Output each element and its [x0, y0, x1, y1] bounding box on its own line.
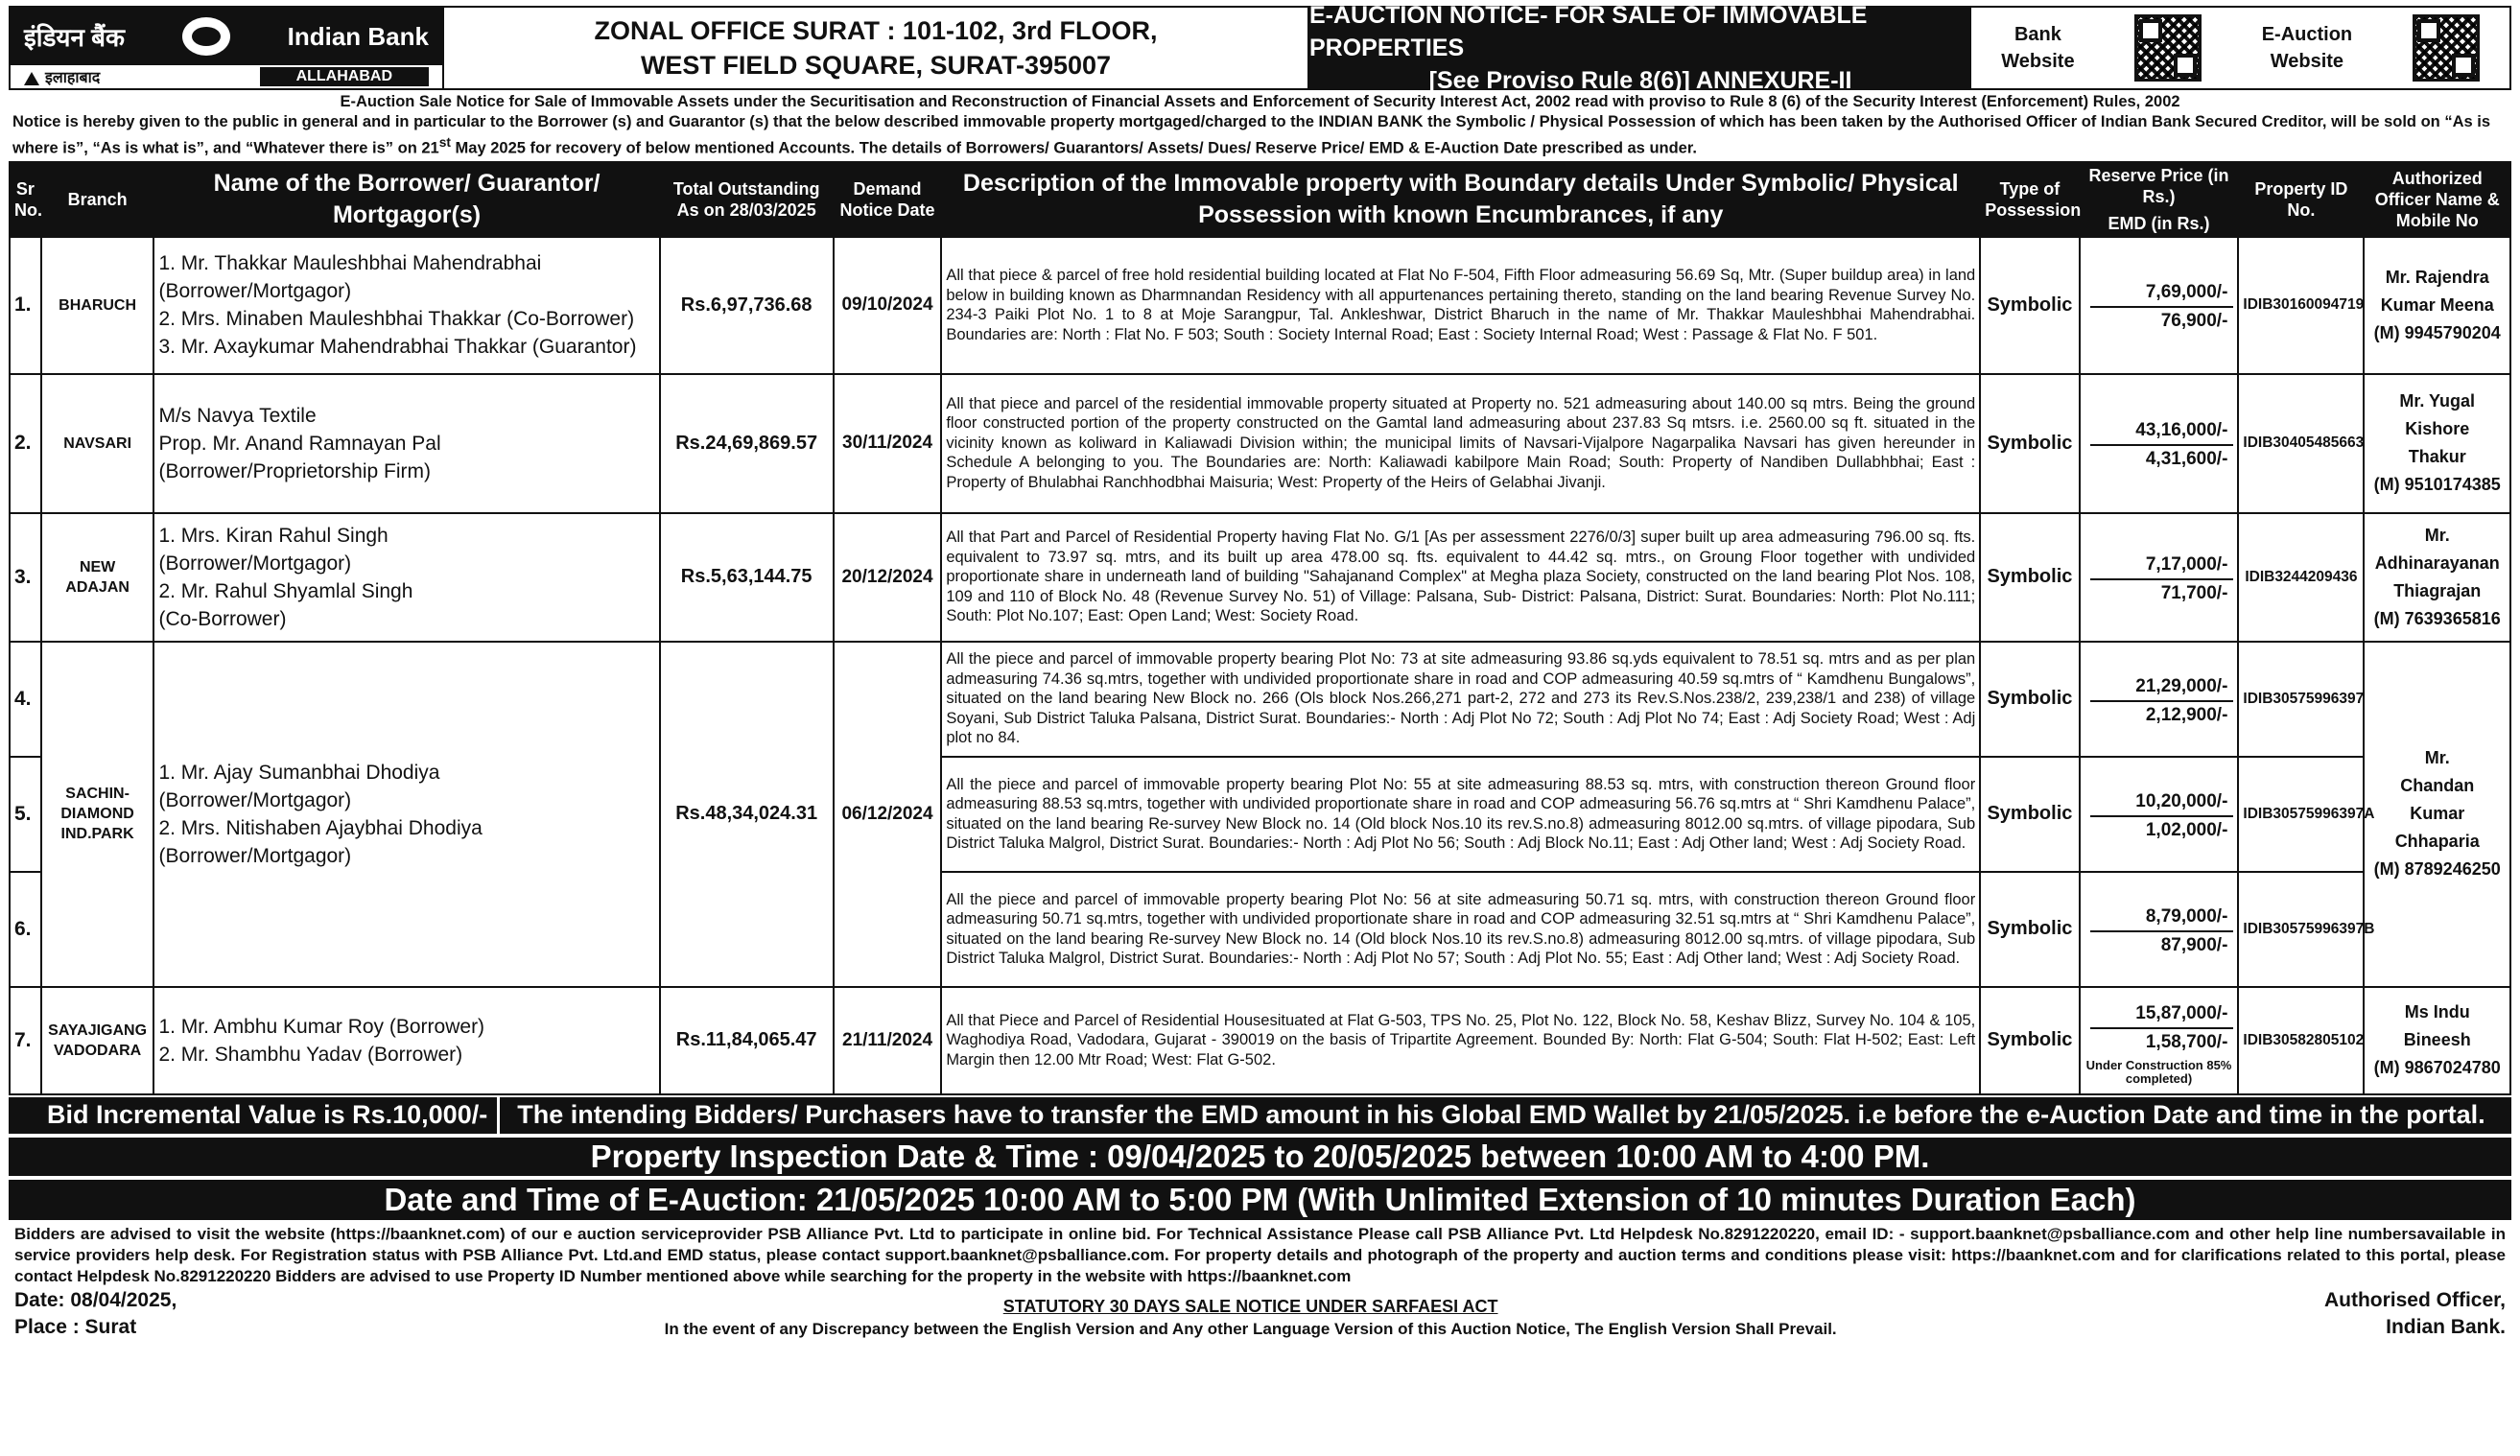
row-property-id: IDIB30575996397B [2238, 872, 2364, 987]
bank-name-hindi: इंडियन बैंक [24, 23, 125, 52]
row-demand-date: 30/11/2024 [834, 374, 942, 513]
reserve-price: 43,16,000/- [2090, 411, 2234, 446]
row-possession-type: Symbolic [1980, 872, 2079, 987]
row-sr-number: 5. [10, 757, 41, 872]
row-demand-date: 21/11/2024 [834, 987, 942, 1094]
row-demand-date: 09/10/2024 [834, 237, 942, 374]
row-possession-type: Symbolic [1980, 374, 2079, 513]
reserve-price: 15,87,000/- [2090, 994, 2234, 1029]
auction-notice-page [9, 2, 2511, 1444]
row-price [2080, 872, 2239, 987]
property-table [9, 161, 2511, 1095]
table-row [10, 987, 2510, 1094]
row-sr-number: 7. [10, 987, 41, 1094]
bank-website-qr-icon [2134, 14, 2202, 82]
col-borrower: Name of the Borrower/ Guarantor/ Mortgagor(s) [153, 162, 659, 237]
row-outstanding: Rs.6,97,736.68 [660, 237, 834, 374]
row-officer: Ms Indu Bineesh (M) 9867024780 [2364, 987, 2510, 1094]
eauction-website-label: E-Auction Website [2261, 24, 2353, 72]
bank-website-label: Bank Website [2001, 24, 2075, 72]
row-officer: Mr. Chandan Kumar Chhaparia (M) 8789246250 [2364, 642, 2510, 987]
emd-amount: 2,12,900/- [2145, 704, 2228, 725]
row-possession-type: Symbolic [1980, 987, 2079, 1094]
col-branch: Branch [41, 162, 154, 237]
row-officer: Mr. Rajendra Kumar Meena (M) 9945790204 [2364, 237, 2510, 374]
row-property-description: All the piece and parcel of immovable property bearing Plot No: 73 at site admeasuring 93.86 sq.yds equivalent to 78.51 sq. mtrs and as per plan admeasuring 74.36 sq.mtrs, together with undivided proportionate share in road and COP admeasuring 40.59 sq.mtrs of “ Kamdhenu Bungalows”, situated on the land bearing New Block no. 266 (Ols block Nos.266,271 part-2, 272 and 273 its Rev.S.Nos.238/2, 239,238/1 and 238) of village Soyani, Sub District Taluka Palsana, District Surat. Boundaries:- North : Adj Plot No 72; South : Adj Plot No 74; East : Adj Society Road; West : Adj plot no 84. [941, 642, 1980, 757]
emd-amount: 1,58,700/- [2145, 1031, 2228, 1052]
row-branch: NEW ADAJAN [41, 513, 154, 642]
row-price [2080, 513, 2239, 642]
reserve-price: 8,79,000/- [2090, 897, 2234, 932]
row-price [2080, 237, 2239, 374]
signature-block [9, 1287, 2511, 1341]
notice-title: E-AUCTION NOTICE- FOR SALE OF IMMOVABLE PROPERTIES [See Proviso Rule 8(6)] ANNEXURE-II [1309, 8, 1971, 88]
row-sr-number: 6. [10, 872, 41, 987]
emd-amount: 87,900/- [2160, 934, 2228, 955]
table-row [10, 642, 2510, 757]
notice-date: Date: 08/04/2025, [14, 1288, 177, 1311]
row-price [2080, 374, 2239, 513]
reserve-price: 7,69,000/- [2090, 272, 2234, 308]
row-property-id: IDIB30575996397A [2238, 757, 2364, 872]
reserve-price: 21,29,000/- [2090, 667, 2234, 702]
row-property-id: IDIB3244209436 [2238, 513, 2364, 642]
row-borrowers: 1. Mrs. Kiran Rahul Singh (Borrower/Mortgagor) 2. Mr. Rahul Shyamlal Singh (Co-Borrower) [153, 513, 659, 642]
row-borrowers: 1. Mr. Ambhu Kumar Roy (Borrower) 2. Mr. Shambhu Yadav (Borrower) [153, 987, 659, 1094]
col-reserve: Reserve Price (in Rs.) [2080, 162, 2239, 210]
row-outstanding: Rs.24,69,869.57 [660, 374, 834, 513]
bank-name-english: Indian Bank [287, 21, 429, 51]
row-branch: BHARUCH [41, 237, 154, 374]
row-outstanding: Rs.5,63,144.75 [660, 513, 834, 642]
row-branch: SAYAJIGANG VADODARA [41, 987, 154, 1094]
allahabad-hindi: इलाहाबाद [45, 70, 101, 86]
intro-heading: E-Auction Sale Notice for Sale of Immovable Assets under the Securitisation and Reconstruction of Financial Assets and Enforcement of Security Interest Act, 2002 read with proviso to Rule 8 (6) of the Security Interest (Enforcement) Rules, 2002 [340, 93, 2180, 110]
emd-amount: 4,31,600/- [2145, 449, 2228, 469]
row-demand-date: 06/12/2024 [834, 642, 942, 987]
row-outstanding: Rs.48,34,024.31 [660, 642, 834, 987]
discrepancy-note: In the event of any Discrepancy between the English Version and Any other Language Version of this Auction Notice, The English Version Shall Prevail. [664, 1319, 1837, 1338]
row-property-description: All that Piece and Parcel of Residential Housesituated at Flat G-503, TPS No. 25, Plot No. 122, Block No. 58, Keshav Blizz, Survey No. 104 & 105, Waghodiya Road, Vadodara, Gujarat - 390019 on the basis of Tripartite Agreement. Bounded By: North: Flat G-504; South: Flat H-502; East: Left Margin then 12.00 Mtr Road; West: Flat G-502. [941, 987, 1980, 1094]
col-emd: EMD (in Rs.) [2080, 210, 2239, 237]
auction-date-bar: Date and Time of E-Auction: 21/05/2025 10:00 AM to 5:00 PM (With Unlimited Extension of 10 minutes Duration Each) [9, 1180, 2511, 1220]
intro-paragraph: Notice is hereby given to the public in general and in particular to the Borrower (s) and Guarantor (s) that the below described immovable property mortgaged/charged to the INDIAN BANK the Symbolic / Physical Possession of which has been taken by the Authorised Officer of Indian Bank Secured Creditor, will be sold on “As is where is”, “As is what is”, and “Whatever there is” on 21st May 2025 for recovery of below mentioned Accounts. The details of Borrowers/ Guarantors/ Assets/ Dues/ Reserve Price/ EMD & E-Auction Date prescribed as under. [12, 113, 2491, 157]
row-property-description: All that piece & parcel of free hold residential building located at Flat No F-504, Fifth Floor admeasuring 56.69 Sq, Mtr. (Super buildup area) in land below in building known as Dharmnandan Residency with all appurtenances pertaining thereto, standing on the land bearing Revenue Survey No. 234-3 Paiki Plot No. 1 to 8 at Moje Sarangpur, Tal. Ankleshwar, District Bharuch in the name of Mr. Thakkar Mauleshbhai Mahendrabhai. Boundaries are: North : Flat No. F 503; South : Society Internal Road; East : Society Internal Road; West : Passage & Flat No. F 501. [941, 237, 1980, 374]
row-property-description: All the piece and parcel of immovable property bearing Plot No: 55 at site admeasuring 88.53 sq. mtrs, with construction thereon Ground floor admeasuring 88.53 sq.mtrs, together with undivided proportionate share in road and COP admeasuring 56.76 sq.mtrs at “ Shri Kamdhenu Palace”, situated on the land bearing Re-survey New Block no. 14 (Old block Nos.10 its rev.S.no.8) admeasuring 8012.00 sq.mtrs. of village pipodara, Sub District Taluka Malgrol, District Surat. Boundaries:- North : Adj Plot No 56; South : Adj Block No.11; East : Adj Other land; West : Adj Society Road. [941, 757, 1980, 872]
emd-amount: 1,02,000/- [2145, 819, 2228, 840]
bid-increment-value: Bid Incremental Value is Rs.10,000/- [9, 1097, 500, 1134]
qr-codes [1971, 8, 2509, 88]
row-outstanding: Rs.11,84,065.47 [660, 987, 834, 1094]
row-property-id: IDIB30160094719 [2238, 237, 2364, 374]
row-property-description: All the piece and parcel of immovable property bearing Plot No: 56 at site admeasuring 50.71 sq. mtrs, with construction thereon Ground floor admeasuring 50.71 sq.mtrs, together with undivided proportionate share in road and COP admeasuring 32.51 sq.mtrs at “ Shri Kamdhenu Palace”, situated on the land bearing Re-survey New Block no. 14 (Old block Nos.10 its rev.S.no.8) admeasuring 8012.00 sq.mtrs. of village pipodara, Sub District Taluka Malgrol, District Surat. Boundaries:- North : Adj Plot No 57; South : Adj Plot No. 55; East : Adj Other land; West : Adj Society Road. [941, 872, 1980, 987]
col-demand: Demand Notice Date [834, 162, 942, 237]
indian-bank-logo [11, 8, 444, 88]
intro-text [9, 90, 2511, 161]
row-borrowers: 1. Mr. Thakkar Mauleshbhai Mahendrabhai (Borrower/Mortgagor) 2. Mrs. Minaben Mauleshbhai Thakkar (Co-Borrower) 3. Mr. Axaykumar Mahendrabhai Thakkar (Guarantor) [153, 237, 659, 374]
emd-amount: 71,700/- [2160, 582, 2228, 603]
col-officer: Authorized Officer Name & Mobile No [2364, 162, 2510, 237]
notice-header [9, 2, 2511, 94]
row-officer: Mr. Yugal Kishore Thakur (M) 9510174385 [2364, 374, 2510, 513]
signatory-title: Authorised Officer, [2323, 1288, 2506, 1311]
row-sr-number: 1. [10, 237, 41, 374]
row-possession-type: Symbolic [1980, 513, 2079, 642]
row-possession-type: Symbolic [1980, 237, 2079, 374]
row-property-id: IDIB30575996397 [2238, 642, 2364, 757]
row-officer: Mr. Adhinarayanan Thiagrajan (M) 7639365816 [2364, 513, 2510, 642]
col-sr: Sr No. [10, 162, 41, 237]
table-row [10, 237, 2510, 374]
signatory-bank: Indian Bank. [2386, 1315, 2506, 1338]
reserve-price: 10,20,000/- [2090, 782, 2234, 817]
row-possession-type: Symbolic [1980, 642, 2079, 757]
row-borrowers: 1. Mr. Ajay Sumanbhai Dhodiya (Borrower/Mortgagor) 2. Mrs. Nitishaben Ajaybhai Dhodiya (Borrower/Mortgagor) [153, 642, 659, 987]
bidder-advice: Bidders are advised to visit the website (https://baanknet.com) of our e auction serviceprovider PSB Alliance Pvt. Ltd to participate in online bid. For Technical Assistance Please call PSB Alliance Pvt. Ltd Helpdesk No.8291220220, email ID: - support.baanknet@psballiance.com and other help line numbersavailable in service providers help desk. For Registration status with PSB Alliance Pvt. Ltd.and EMD status, please contact support.baanknet@psballiance.com. For property details and photograph of the property and auction terms and conditions please visit: https://baanknet.com and for clarifications related to this portal, please contact Helpdesk No.8291220220 Bidders are advised to use Property ID Number mentioned above while searching for the property in the website with https://baanknet.com [14, 1224, 2506, 1285]
emd-amount: 76,900/- [2160, 311, 2228, 331]
row-sr-number: 4. [10, 642, 41, 757]
col-pid: Property ID No. [2238, 162, 2364, 237]
row-price [2080, 987, 2239, 1094]
reserve-price: 7,17,000/- [2090, 545, 2234, 580]
row-property-description: All that Part and Parcel of Residential Property having Flat No. G/1 [As per assessment 2276/0/3] super built up area admeasuring 796.00 sq. fts. equivalent to 73.97 sq. mtrs, and its built up area 478.00 sq. fts. equivalent to 44.42 sq. mtrs., on Groung Floor together with undivided proportionate share in underneath land of building "Sahajanand Complex" at Megha plaza Society, constructed on the land bearing Plot Nos. 108, 109 and 110 of Block No. 48 (Revenue Survey No. 51) of Village: Palsana, Sub- District: Palsana, District: Surat. Boundaries: North: Plot No.111; South: Plot No.107; East: Open Land; West: Society Road. [941, 513, 1980, 642]
notice-place: Place : Surat [14, 1315, 137, 1338]
col-description: Description of the Immovable property with Boundary details Under Symbolic/ Physical Possession with known Encumbrances, if any [941, 162, 1980, 237]
table-row [10, 374, 2510, 513]
inspection-date-bar: Property Inspection Date & Time : 09/04/2025 to 20/05/2025 between 10:00 AM to 4:00 PM. [9, 1138, 2511, 1176]
col-outstanding: Total Outstanding As on 28/03/2025 [660, 162, 834, 237]
bank-emblem-icon [182, 17, 230, 56]
col-type: Type of Possession [1980, 162, 2079, 237]
statutory-note: STATUTORY 30 DAYS SALE NOTICE UNDER SARFAESI ACT [1002, 1296, 1498, 1316]
bid-increment-bar [9, 1097, 2511, 1134]
row-sr-number: 2. [10, 374, 41, 513]
row-property-id: IDIB30582805102 [2238, 987, 2364, 1094]
row-borrowers: M/s Navya Textile Prop. Mr. Anand Ramnayan Pal (Borrower/Proprietorship Firm) [153, 374, 659, 513]
emd-transfer-note: The intending Bidders/ Purchasers have to transfer the EMD amount in his Global EMD Wallet by 21/05/2025. i.e before the e-Auction Date and time in the portal. [517, 1100, 2485, 1129]
allahabad-english: ALLAHABAD [260, 67, 429, 86]
row-price [2080, 642, 2239, 757]
row-property-description: All that piece and parcel of the residential immovable property situated at Property no. 521 admeasuring about 140.00 sq mtrs. Being the ground floor constructed portion of the property constructed on the Gamtal land admeasuring about 237.83 Sq mtsrs. i.e. 2560.00 sq ft. situated in the vicinity known as koliward in Kaliawadi Division within; the municipal limits of Navsari-Vijalpore Nagarpalika Navsari has given hereunder in Schedule A belonging to you. The Boundaries are: North: Kaliawadi kabilpore Main Road; South: Property of Nandiben Dullabhbhai; East : Property of Bhulabhai Ranchhodbhai Maisuria; West: Property of the Heirs of Gelabhai Jivanji. [941, 374, 1980, 513]
table-header-row [10, 162, 2510, 210]
eauction-website-qr-icon [2413, 14, 2480, 82]
row-property-id: IDIB30405485663 [2238, 374, 2364, 513]
row-branch: NAVSARI [41, 374, 154, 513]
table-row [10, 513, 2510, 642]
row-price [2080, 757, 2239, 872]
row-branch: SACHIN-DIAMOND IND.PARK [41, 642, 154, 987]
row-demand-date: 20/12/2024 [834, 513, 942, 642]
allahabad-triangle-icon [24, 72, 39, 85]
zonal-office-address: ZONAL OFFICE SURAT : 101-102, 3rd FLOOR, WEST FIELD SQUARE, SURAT-395007 [444, 8, 1309, 88]
row-sr-number: 3. [10, 513, 41, 642]
emd-note: Under Construction 85% completed) [2085, 1057, 2232, 1086]
row-possession-type: Symbolic [1980, 757, 2079, 872]
